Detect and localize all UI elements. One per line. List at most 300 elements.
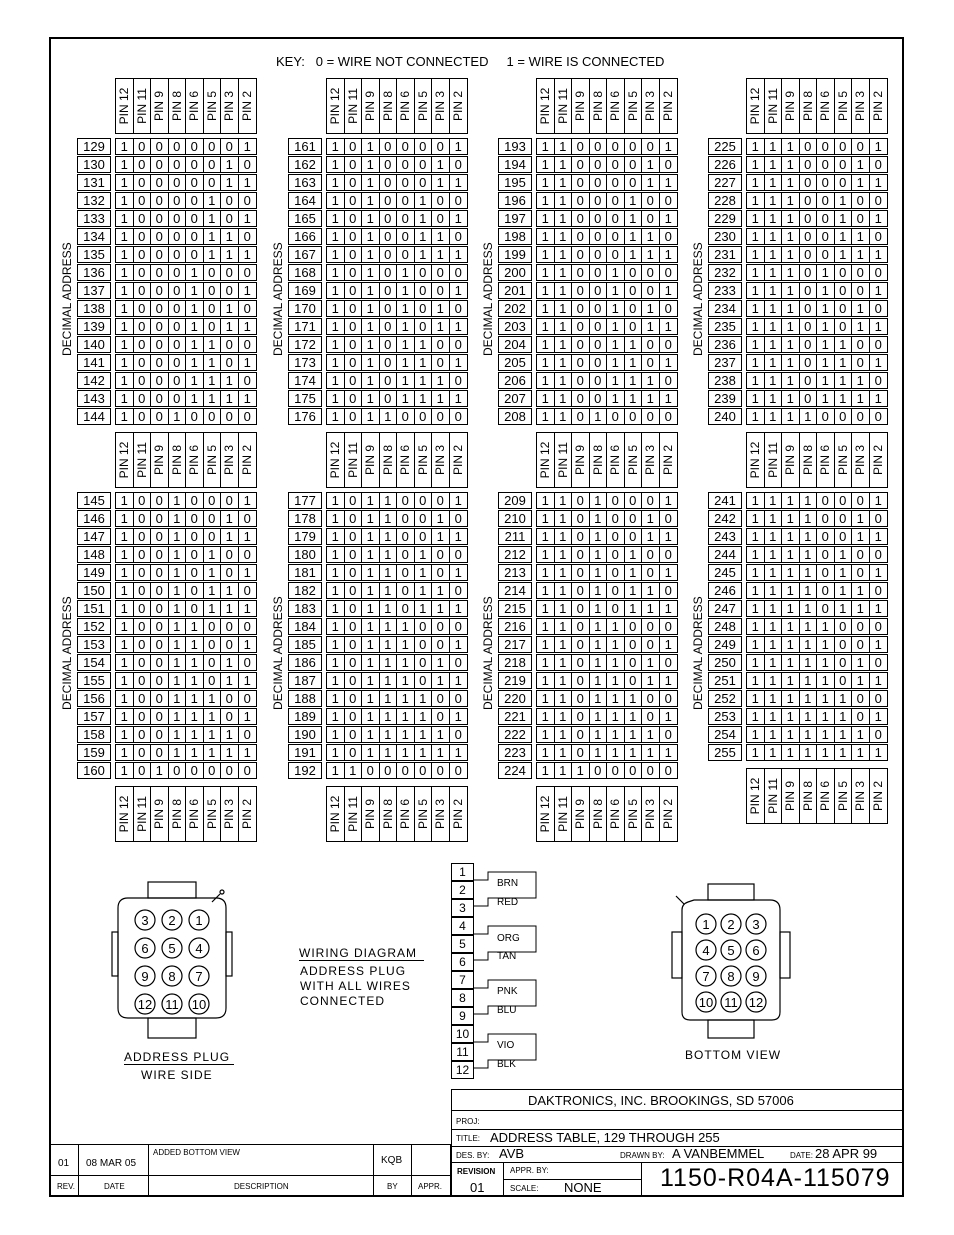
bit-cell: 1	[765, 355, 783, 370]
bit-cell: 1	[765, 391, 783, 406]
bit-cell: 0	[204, 763, 222, 778]
bit-cell: 1	[607, 283, 625, 298]
bit-cell: 1	[169, 409, 187, 424]
bit-cell: 0	[345, 745, 363, 760]
address-cell: 231	[708, 246, 742, 263]
bit-cell: 1	[852, 601, 870, 616]
bit-cell: 1	[380, 709, 398, 724]
pin-label: PIN 12	[116, 787, 134, 841]
pin-label: PIN 9	[572, 787, 590, 841]
pin-label: PIN 5	[625, 79, 643, 133]
bit-cell: 1	[555, 601, 573, 616]
pin-label: PIN 9	[362, 787, 380, 841]
bit-cell: 0	[380, 373, 398, 388]
pin-label: PIN 11	[555, 787, 573, 841]
address-cell: 167	[288, 246, 322, 263]
bit-row	[115, 372, 257, 389]
bit-cell: 0	[151, 409, 169, 424]
bit-row	[746, 546, 888, 563]
address-cell: 135	[77, 246, 111, 263]
bit-cell: 0	[169, 355, 187, 370]
bit-row	[746, 618, 888, 635]
bit-cell: 1	[204, 583, 222, 598]
bit-cell: 1	[537, 511, 555, 526]
bit-cell: 1	[221, 745, 239, 760]
bit-cell: 1	[555, 727, 573, 742]
bit-cell: 1	[537, 391, 555, 406]
bit-cell: 1	[204, 391, 222, 406]
bit-cell: 1	[380, 583, 398, 598]
bit-cell: 0	[134, 511, 152, 526]
pin-label: PIN 6	[817, 79, 835, 133]
bit-row	[746, 636, 888, 653]
bit-cell: 1	[765, 637, 783, 652]
pin-label: PIN 9	[151, 79, 169, 133]
bit-cell: 1	[537, 493, 555, 508]
bit-cell: 0	[134, 601, 152, 616]
bit-cell: 0	[204, 637, 222, 652]
bit-cell: 1	[590, 637, 608, 652]
bit-cell: 0	[134, 583, 152, 598]
bit-cell: 0	[664, 157, 672, 172]
bit-cell: 1	[835, 337, 853, 352]
bit-cell: 1	[454, 211, 462, 226]
bit-row	[326, 636, 468, 653]
bit-cell: 1	[397, 673, 415, 688]
bit-cell: 1	[642, 391, 660, 406]
bit-cell: 0	[345, 211, 363, 226]
bit-cell: 0	[345, 511, 363, 526]
bit-cell: 0	[151, 565, 169, 580]
bit-row	[536, 228, 678, 245]
pin-label: PIN 6	[397, 433, 415, 487]
bit-cell: 1	[642, 229, 660, 244]
bit-cell: 1	[852, 229, 870, 244]
bit-cell: 1	[765, 709, 783, 724]
bit-cell: 1	[852, 583, 870, 598]
bit-cell: 0	[243, 547, 251, 562]
bit-cell: 1	[186, 355, 204, 370]
bit-row	[326, 726, 468, 743]
bit-cell: 1	[415, 601, 433, 616]
pin-label: PIN 3	[432, 787, 450, 841]
pin-label: PIN 5	[204, 433, 222, 487]
pin-label: PIN 9	[572, 79, 590, 133]
plug-pin-number: 9	[141, 969, 149, 984]
address-cell: 239	[708, 390, 742, 407]
bit-cell: 0	[625, 283, 643, 298]
bit-cell: 1	[874, 175, 882, 190]
bit-cell: 1	[747, 139, 765, 154]
address-cell: 240	[708, 408, 742, 425]
address-cell: 251	[708, 672, 742, 689]
bit-row	[326, 492, 468, 509]
bit-cell: 0	[151, 637, 169, 652]
bit-cell: 1	[852, 175, 870, 190]
bit-cell: 1	[747, 709, 765, 724]
key-legend: KEY: 0 = WIRE NOT CONNECTED 1 = WIRE IS CONNECTED	[276, 54, 665, 69]
bit-cell: 1	[590, 529, 608, 544]
plug-pin-number: 7	[702, 969, 710, 984]
bit-cell: 1	[747, 229, 765, 244]
pin-label: PIN 6	[186, 79, 204, 133]
bit-cell: 0	[454, 655, 462, 670]
bit-cell: 1	[852, 673, 870, 688]
bit-cell: 0	[204, 511, 222, 526]
pin-label: PIN 3	[642, 79, 660, 133]
bit-cell: 1	[590, 727, 608, 742]
bit-cell: 0	[432, 283, 450, 298]
bit-cell: 0	[345, 373, 363, 388]
bit-cell: 0	[572, 727, 590, 742]
bit-cell: 1	[607, 727, 625, 742]
bit-cell: 1	[874, 565, 882, 580]
bit-cell: 1	[537, 655, 555, 670]
bit-cell: 0	[572, 319, 590, 334]
bit-cell: 1	[397, 691, 415, 706]
bit-cell: 0	[221, 265, 239, 280]
bit-cell: 1	[116, 139, 134, 154]
bit-cell: 1	[642, 745, 660, 760]
bit-cell: 1	[397, 391, 415, 406]
bit-row	[326, 264, 468, 281]
bit-cell: 1	[625, 547, 643, 562]
bit-cell: 1	[800, 619, 818, 634]
drawing-date: 28 APR 99	[815, 1146, 878, 1161]
bit-cell: 1	[852, 301, 870, 316]
bit-row	[326, 690, 468, 707]
bit-cell: 0	[380, 265, 398, 280]
bit-cell: 1	[327, 619, 345, 634]
pin-label: PIN 12	[537, 787, 555, 841]
pin-label: PIN 9	[151, 433, 169, 487]
bit-row	[326, 762, 468, 779]
address-cell: 186	[288, 654, 322, 671]
bit-cell: 0	[800, 355, 818, 370]
bit-cell: 0	[415, 301, 433, 316]
pin-label: PIN 3	[642, 787, 660, 841]
bit-cell: 1	[221, 583, 239, 598]
bit-cell: 0	[134, 637, 152, 652]
address-cell: 215	[498, 600, 532, 617]
bit-cell: 1	[852, 373, 870, 388]
bit-cell: 0	[835, 283, 853, 298]
pin-header-top-3	[746, 78, 888, 134]
address-cell: 244	[708, 546, 742, 563]
bit-cell: 0	[590, 193, 608, 208]
bit-cell: 0	[415, 529, 433, 544]
pin-label: PIN 6	[186, 433, 204, 487]
bit-cell: 0	[243, 583, 251, 598]
bit-cell: 0	[835, 319, 853, 334]
bit-cell: 1	[380, 565, 398, 580]
pin-label: PIN 2	[871, 780, 886, 812]
bit-cell: 1	[555, 319, 573, 334]
bit-cell: 1	[747, 211, 765, 226]
bit-row	[326, 408, 468, 425]
bit-cell: 0	[380, 283, 398, 298]
bit-cell: 1	[327, 727, 345, 742]
pin-label: PIN 3	[432, 433, 450, 487]
bit-cell: 0	[454, 727, 462, 742]
address-cell: 138	[77, 300, 111, 317]
bit-cell: 1	[186, 691, 204, 706]
pin-label: PIN 5	[835, 79, 853, 133]
bit-cell: 0	[572, 355, 590, 370]
bit-cell: 1	[380, 601, 398, 616]
bit-cell: 0	[134, 283, 152, 298]
bit-cell: 1	[555, 511, 573, 526]
bit-cell: 0	[134, 619, 152, 634]
bit-cell: 1	[537, 547, 555, 562]
bit-cell: 1	[169, 601, 187, 616]
bit-cell: 0	[607, 175, 625, 190]
bit-cell: 1	[454, 391, 462, 406]
bit-cell: 1	[432, 229, 450, 244]
bit-row	[326, 138, 468, 155]
bit-row	[326, 228, 468, 245]
bit-cell: 0	[397, 511, 415, 526]
bit-cell: 0	[134, 565, 152, 580]
pin-label: PIN 6	[607, 79, 625, 133]
bit-cell: 1	[327, 247, 345, 262]
bit-cell: 0	[852, 337, 870, 352]
bit-cell: 1	[782, 247, 800, 262]
bit-cell: 1	[555, 763, 573, 778]
bit-cell: 0	[397, 493, 415, 508]
bit-cell: 0	[186, 193, 204, 208]
bit-cell: 0	[607, 211, 625, 226]
bit-cell: 0	[134, 229, 152, 244]
bit-cell: 1	[625, 193, 643, 208]
address-cell: 133	[77, 210, 111, 227]
bit-cell: 0	[432, 691, 450, 706]
bit-row	[536, 546, 678, 563]
bit-row	[115, 264, 257, 281]
bit-cell: 1	[415, 337, 433, 352]
bit-cell: 1	[852, 157, 870, 172]
bit-cell: 1	[874, 211, 882, 226]
bit-cell: 0	[186, 229, 204, 244]
bit-cell: 0	[134, 391, 152, 406]
bit-cell: 0	[221, 637, 239, 652]
bit-cell: 1	[852, 319, 870, 334]
bit-cell: 1	[572, 763, 590, 778]
bit-cell: 1	[327, 655, 345, 670]
bit-cell: 1	[362, 301, 380, 316]
bit-cell: 0	[454, 157, 462, 172]
bit-cell: 1	[327, 547, 345, 562]
bit-cell: 1	[765, 193, 783, 208]
bit-cell: 1	[800, 745, 818, 760]
bit-cell: 0	[432, 193, 450, 208]
bit-cell: 0	[415, 139, 433, 154]
pin-label: PIN 3	[852, 433, 870, 487]
bit-cell: 0	[835, 409, 853, 424]
bit-cell: 0	[345, 283, 363, 298]
bit-cell: 1	[590, 583, 608, 598]
bit-cell: 1	[555, 493, 573, 508]
bit-cell: 0	[243, 265, 251, 280]
address-cell: 173	[288, 354, 322, 371]
designed-by: AVB	[499, 1146, 525, 1161]
bit-cell: 0	[415, 409, 433, 424]
bit-cell: 1	[362, 691, 380, 706]
bit-cell: 1	[327, 493, 345, 508]
bit-cell: 1	[204, 337, 222, 352]
address-cell: 131	[77, 174, 111, 191]
bit-cell: 0	[345, 301, 363, 316]
bit-cell: 1	[607, 619, 625, 634]
bit-cell: 1	[327, 283, 345, 298]
bit-cell: 0	[221, 337, 239, 352]
pin-label: PIN 8	[169, 787, 187, 841]
bit-cell: 1	[782, 265, 800, 280]
bit-cell: 1	[116, 247, 134, 262]
wire-org: ORG	[497, 933, 520, 944]
bit-cell: 0	[221, 139, 239, 154]
bit-cell: 0	[590, 139, 608, 154]
bit-cell: 0	[221, 619, 239, 634]
address-cell: 134	[77, 228, 111, 245]
bit-cell: 0	[243, 157, 251, 172]
bit-cell: 1	[362, 601, 380, 616]
bit-cell: 0	[625, 619, 643, 634]
bit-cell: 1	[835, 691, 853, 706]
bit-cell: 0	[432, 337, 450, 352]
bit-cell: 1	[415, 745, 433, 760]
bit-row	[536, 318, 678, 335]
address-cell: 237	[708, 354, 742, 371]
bit-cell: 1	[327, 265, 345, 280]
bit-cell: 1	[432, 175, 450, 190]
bit-row	[536, 246, 678, 263]
bit-cell: 0	[151, 283, 169, 298]
revision-number: 01	[470, 1180, 485, 1195]
plug-pin-number: 4	[195, 941, 203, 956]
bit-cell: 0	[852, 637, 870, 652]
bit-cell: 0	[345, 673, 363, 688]
pin-label: PIN 5	[204, 79, 222, 133]
decimal-address-label: DECIMAL ADDRESS	[60, 242, 74, 356]
bit-cell: 1	[817, 745, 835, 760]
bit-cell: 0	[243, 409, 251, 424]
bit-cell: 1	[415, 709, 433, 724]
bit-cell: 0	[800, 301, 818, 316]
bit-cell: 1	[169, 529, 187, 544]
bit-cell: 0	[432, 709, 450, 724]
bit-cell: 1	[782, 745, 800, 760]
bit-cell: 1	[186, 655, 204, 670]
address-cell: 164	[288, 192, 322, 209]
bit-cell: 1	[221, 655, 239, 670]
bit-cell: 0	[572, 637, 590, 652]
plug-pin-number: 10	[698, 995, 714, 1010]
bit-cell: 1	[362, 193, 380, 208]
bit-cell: 0	[800, 283, 818, 298]
bit-row	[536, 138, 678, 155]
pin-label: PIN 11	[134, 433, 152, 487]
bit-cell: 1	[874, 319, 882, 334]
pin-label: PIN 11	[134, 79, 152, 133]
bit-cell: 1	[747, 193, 765, 208]
bit-cell: 1	[590, 691, 608, 706]
decimal-address-label: DECIMAL ADDRESS	[691, 242, 705, 356]
bit-cell: 1	[782, 673, 800, 688]
bit-cell: 1	[782, 175, 800, 190]
wiring-desc-3: CONNECTED	[300, 994, 386, 1008]
pin-label: PIN 9	[151, 787, 169, 841]
bit-cell: 1	[747, 391, 765, 406]
bit-cell: 1	[555, 373, 573, 388]
pin-label: PIN 11	[134, 787, 152, 841]
bit-cell: 1	[642, 175, 660, 190]
bit-cell: 1	[243, 139, 251, 154]
bit-cell: 1	[590, 601, 608, 616]
bit-row	[746, 672, 888, 689]
bit-cell: 1	[116, 319, 134, 334]
wiring-pin: 1	[451, 863, 474, 881]
bit-cell: 0	[607, 565, 625, 580]
bit-cell: 0	[397, 547, 415, 562]
bit-cell: 1	[625, 229, 643, 244]
plug-pin-number: 5	[727, 943, 735, 958]
address-cell: 228	[708, 192, 742, 209]
pin-label: PIN 8	[169, 433, 187, 487]
pin-header-bottom-2	[536, 786, 678, 842]
bit-cell: 0	[345, 265, 363, 280]
bit-cell: 0	[572, 139, 590, 154]
bit-cell: 1	[555, 583, 573, 598]
bit-cell: 1	[432, 373, 450, 388]
address-cell: 255	[708, 744, 742, 761]
bit-cell: 0	[874, 337, 882, 352]
bit-cell: 1	[116, 565, 134, 580]
bit-row	[326, 744, 468, 761]
bit-cell: 1	[747, 157, 765, 172]
bit-cell: 0	[221, 355, 239, 370]
address-cell: 236	[708, 336, 742, 353]
bit-cell: 1	[204, 727, 222, 742]
bit-cell: 1	[817, 265, 835, 280]
address-cell: 248	[708, 618, 742, 635]
bit-cell: 0	[151, 157, 169, 172]
bit-cell: 1	[765, 373, 783, 388]
bit-cell: 1	[204, 745, 222, 760]
bit-cell: 1	[221, 727, 239, 742]
bit-cell: 0	[607, 193, 625, 208]
pin-label: PIN 9	[782, 769, 800, 823]
bit-cell: 1	[415, 691, 433, 706]
bit-cell: 1	[186, 319, 204, 334]
bit-row	[326, 672, 468, 689]
bit-cell: 0	[590, 391, 608, 406]
bit-cell: 1	[362, 511, 380, 526]
plug-pin-number: 1	[702, 917, 710, 932]
bit-cell: 0	[186, 547, 204, 562]
plug-pin-number: 4	[702, 943, 710, 958]
wiring-pin: 10	[451, 1025, 474, 1043]
bit-cell: 0	[169, 175, 187, 190]
plug-pin-number: 2	[168, 913, 176, 928]
bit-cell: 1	[664, 355, 672, 370]
bit-cell: 0	[432, 637, 450, 652]
bit-cell: 0	[169, 763, 187, 778]
bit-cell: 0	[572, 337, 590, 352]
bit-cell: 1	[817, 691, 835, 706]
bit-cell: 1	[169, 745, 187, 760]
address-cell: 243	[708, 528, 742, 545]
